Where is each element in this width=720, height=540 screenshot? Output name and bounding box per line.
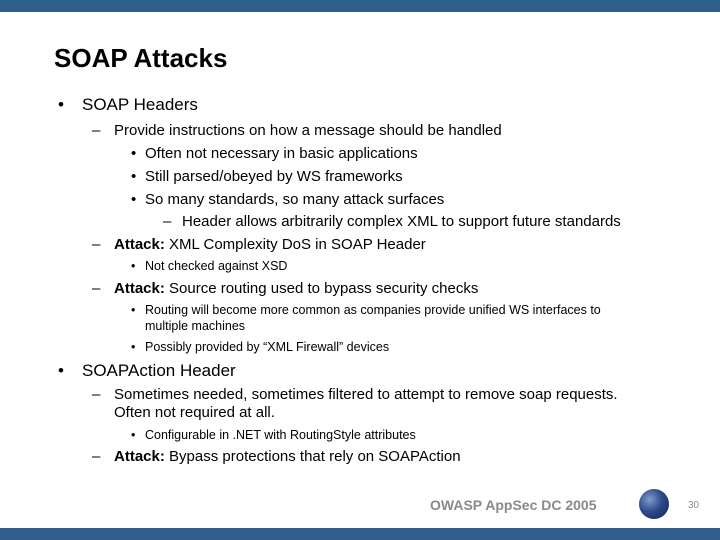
item-text: Often not required at all. [114,404,275,421]
attack-text: Bypass protections that rely on SOAPAction [164,448,461,465]
bullet-marker: • [131,303,136,317]
dash-marker: – [92,386,101,403]
attack-text: Source routing used to bypass security checks [164,280,479,297]
item-text: Not checked against XSD [145,259,288,273]
item-text: Header allows arbitrarily complex XML to support future standards [182,213,621,230]
bullet-marker: • [131,340,136,354]
slide-title: SOAP Attacks [54,43,228,73]
dash-marker: – [92,448,101,465]
bullet-marker: • [131,168,137,185]
dash-marker: – [92,236,101,253]
bullet-marker: • [58,361,64,380]
bullet-marker: • [131,145,137,162]
item-text: So many standards, so many attack surfaces [145,191,445,208]
item-text: Provide instructions on how a message should be handled [114,122,502,139]
item-text: Possibly provided by “XML Firewall” devices [145,340,390,354]
item-text: Often not necessary in basic applications [145,145,418,162]
footer-text: OWASP AppSec DC 2005 [430,497,597,513]
item-text: Configurable in .NET with RoutingStyle attributes [145,428,416,442]
attack-label: Attack: [114,280,165,297]
section-heading-soap-headers: SOAP Headers [82,95,198,114]
dash-marker: – [163,213,172,230]
globe-icon [639,489,669,519]
item-text: Routing will become more common as companies provide unified WS interfaces to [145,303,601,317]
bullet-marker: • [131,191,137,208]
page-number: 30 [688,500,700,511]
attack-line [114,448,461,465]
attack-line [114,236,426,253]
attack-line [114,280,478,297]
bullet-marker: • [131,428,136,442]
attack-label: Attack: [114,236,165,253]
section-heading-soapaction: SOAPAction Header [82,361,236,380]
bullet-marker: • [58,95,64,114]
bottom-bar [0,528,720,540]
dash-marker: – [92,122,101,139]
item-text: multiple machines [145,319,246,333]
bullet-marker: • [131,259,136,273]
attack-label: Attack: [114,448,165,465]
dash-marker: – [92,280,101,297]
top-bar [0,0,720,12]
item-text: Sometimes needed, sometimes filtered to attempt to remove soap requests. [114,386,618,403]
item-text: Still parsed/obeyed by WS frameworks [145,168,403,185]
attack-text: XML Complexity DoS in SOAP Header [164,236,426,253]
